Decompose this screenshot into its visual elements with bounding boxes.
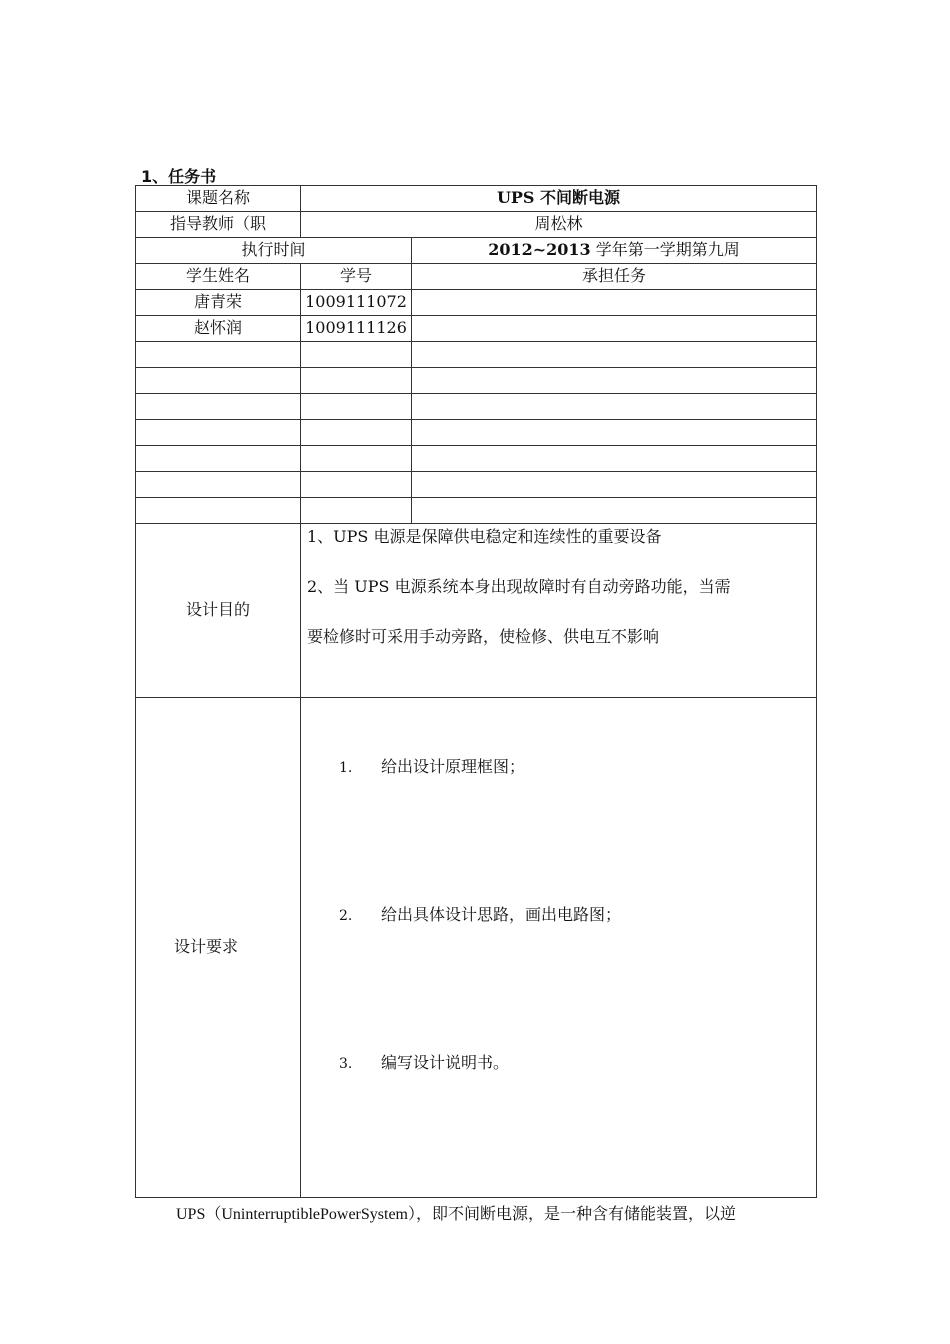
table-row: [136, 316, 817, 342]
page-heading: 1、任务书: [141, 167, 217, 186]
student-name: [136, 368, 301, 394]
student-name: [136, 342, 301, 368]
student-task: [412, 394, 817, 420]
student-name: 赵怀润: [136, 316, 301, 342]
purpose-row: [136, 524, 817, 698]
purpose-line: 2、当 UPS 电源系统本身出现故障时有自动旁路功能，当需: [307, 577, 731, 596]
teacher-label: 指导教师（职: [136, 212, 301, 238]
student-id: 1009111126: [301, 316, 412, 342]
student-name: [136, 498, 301, 524]
table-row: [136, 394, 817, 420]
student-task: [412, 368, 817, 394]
student-id: 1009111072: [301, 290, 412, 316]
time-label: 执行时间: [136, 238, 412, 264]
student-name: 唐青荣: [136, 290, 301, 316]
requirements-label: 设计要求: [136, 698, 301, 1198]
student-task: [412, 446, 817, 472]
student-name: [136, 446, 301, 472]
student-task: [412, 290, 817, 316]
student-task: [412, 316, 817, 342]
requirement-item: 3. 编写设计说明书。: [339, 1053, 510, 1072]
student-id: [301, 368, 412, 394]
student-name: [136, 472, 301, 498]
teacher-row: [136, 212, 817, 238]
requirements-row: [136, 698, 817, 1198]
topic-row: [136, 186, 817, 212]
student-task: [412, 498, 817, 524]
time-value: 2012~2013 学年第一学期第九周: [412, 238, 817, 264]
student-id: [301, 394, 412, 420]
task-table: [135, 185, 817, 1198]
topic-label: 课题名称: [136, 186, 301, 212]
table-row: [136, 420, 817, 446]
student-name-header: 学生姓名: [136, 264, 301, 290]
teacher-value: 周松林: [301, 212, 817, 238]
purpose-content: [301, 524, 817, 698]
table-row: [136, 498, 817, 524]
requirement-item: 1. 给出设计原理框图；: [339, 757, 526, 776]
time-row: [136, 238, 817, 264]
student-id-header: 学号: [301, 264, 412, 290]
student-name: [136, 394, 301, 420]
requirement-item: 2. 给出具体设计思路，画出电路图；: [339, 905, 622, 924]
student-task-header: 承担任务: [412, 264, 817, 290]
student-id: [301, 420, 412, 446]
student-id: [301, 472, 412, 498]
purpose-line: 1、UPS 电源是保障供电稳定和连续性的重要设备: [307, 527, 662, 546]
student-header-row: [136, 264, 817, 290]
student-id: [301, 498, 412, 524]
student-task: [412, 420, 817, 446]
student-task: [412, 472, 817, 498]
table-row: [136, 446, 817, 472]
body-paragraph: UPS（UninterruptiblePowerSystem），即不间断电源，是一种含有储能装置，以逆: [176, 1206, 736, 1223]
student-task: [412, 342, 817, 368]
student-name: [136, 420, 301, 446]
topic-value: UPS 不间断电源: [301, 186, 817, 212]
purpose-line: 要检修时可采用手动旁路，使检修、供电互不影响: [307, 627, 660, 646]
table-row: [136, 368, 817, 394]
purpose-label: 设计目的: [136, 524, 301, 698]
table-row: [136, 290, 817, 316]
table-row: [136, 472, 817, 498]
table-row: [136, 342, 817, 368]
requirements-content: [301, 698, 817, 1198]
student-id: [301, 446, 412, 472]
student-id: [301, 342, 412, 368]
